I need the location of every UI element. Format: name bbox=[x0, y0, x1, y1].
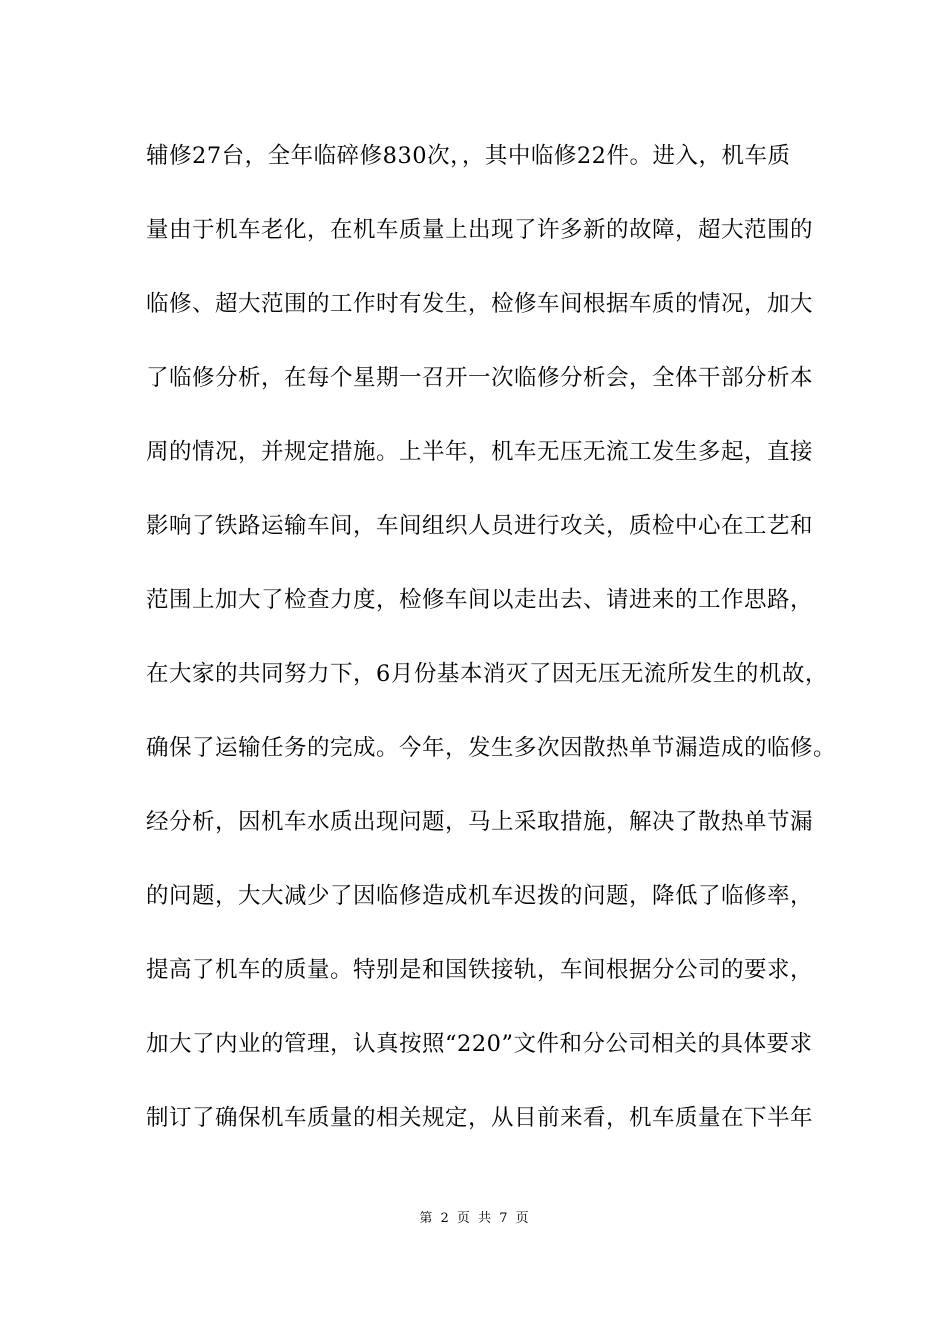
body-text bbox=[146, 136, 837, 1172]
text-line: 的问题，大大减少了因临修造成机车迟拨的问题，降低了临修率， bbox=[146, 883, 814, 909]
text-line: 确保了运输任务的完成。今年，发生多次因散热单节漏造成的临修。 bbox=[146, 735, 837, 761]
text-line: 周的情况，并规定措施。上半年，机车无压无流工发生多起，直接 bbox=[146, 439, 814, 465]
text-line: 加大了内业的管理，认真按照“220”文件和分公司相关的具体要求 bbox=[146, 1031, 813, 1057]
text-line: 了临修分析，在每个星期一召开一次临修分析会，全体干部分析本 bbox=[146, 365, 814, 391]
text-line: 量由于机车老化，在机车质量上出现了许多新的故障，超大范围的 bbox=[146, 217, 814, 243]
text-line: 提高了机车的质量。特别是和国铁接轨，车间根据分公司的要求， bbox=[146, 957, 814, 983]
text-line: 辅修27台，全年临碎修830次，，其中临修22件。进入，机车质 bbox=[146, 143, 791, 169]
page-number-footer: 第 2 页 共 7 页 bbox=[419, 1211, 531, 1226]
text-line: 在大家的共同努力下，6月份基本消灭了因无压无流所发生的机故， bbox=[146, 661, 828, 687]
text-line: 临修、超大范围的工作时有发生，检修车间根据车质的情况，加大 bbox=[146, 291, 814, 317]
text-line: 影响了铁路运输车间，车间组织人员进行攻关，质检中心在工艺和 bbox=[146, 513, 814, 539]
text-line: 范围上加大了检查力度，检修车间以走出去、请进来的工作思路， bbox=[146, 587, 814, 613]
text-line: 经分析，因机车水质出现问题，马上采取措施，解决了散热单节漏 bbox=[146, 809, 814, 835]
text-line: 制订了确保机车质量的相关规定，从目前来看，机车质量在下半年 bbox=[146, 1105, 814, 1131]
